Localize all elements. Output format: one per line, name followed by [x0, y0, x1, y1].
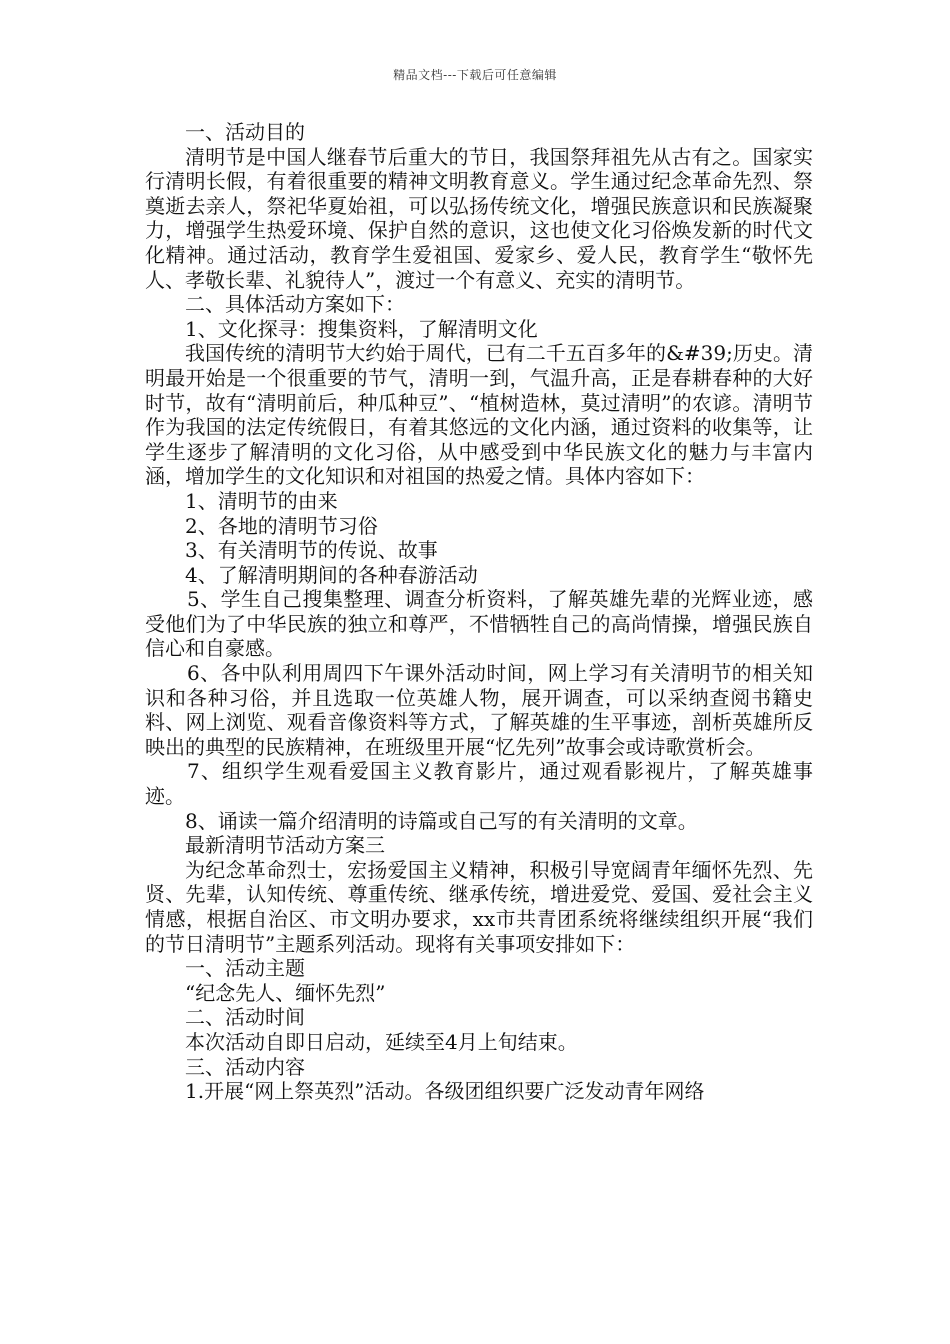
content-item-1: 1.开展“网上祭英烈”活动。各级团组织要广泛发动青年网络 [185, 1079, 705, 1104]
heading-content: 三、活动内容 [185, 1054, 305, 1079]
subheading-culture-explore: 1、文化探寻：搜集资料，了解清明文化 [185, 316, 538, 341]
list-item-8: 8、诵读一篇介绍清明的诗篇或自己写的有关清明的文章。 [185, 808, 698, 833]
paragraph-history: 我国传统的清明节大约始于周代，已有二千五百多年的&#39;历史。清明最开始是一个很重要的节气，清明一到，气温升高，正是春耕春种的大好时节，故有“清明前后，种瓜种豆”、“植树造林，莫过清明”的农谚。清明节作为我国的法定传统假日，有着其悠远的文化内涵，通过资料的收集等，让学生逐步了解清明的文化习俗，从中感受到中华民族文化的魅力与丰富内涵，增加学生的文化知识和对祖国的热爱之情。具体内容如下： [145, 341, 813, 489]
list-item-4: 4、了解清明期间的各种春游活动 [185, 562, 478, 587]
heading-time: 二、活动时间 [185, 1005, 305, 1030]
list-item-5: 5、学生自己搜集整理、调查分析资料，了解英雄先辈的光辉业迹，感受他们为了中华民族的独立和尊严，不惜牺牲自己的高尚情操，增强民族自信心和自豪感。 [145, 587, 813, 661]
list-item-6: 6、各中队利用周四下午课外活动时间，网上学习有关清明节的相关知识和各种习俗，并且选取一位英雄人物，展开调查，可以采纳查阅书籍史料、网上浏览、观看音像资料等方式，了解英雄的生平事迹，剖析英雄所反映出的典型的民族精神，在班级里开展“忆先列”故事会或诗歌赏析会。 [145, 661, 813, 759]
time-text: 本次活动自即日启动，延续至4月上旬结束。 [185, 1029, 578, 1054]
heading-activity-purpose: 一、活动目的 [185, 120, 305, 144]
list-item-2: 2、各地的清明节习俗 [185, 513, 378, 538]
list-item-7: 7、组织学生观看爱国主义教育影片，通过观看影视片，了解英雄事迹。 [145, 759, 813, 809]
theme-text: “纪念先人、缅怀先烈” [185, 980, 386, 1005]
heading-theme: 一、活动主题 [185, 956, 305, 981]
section-title-plan-three: 最新清明节活动方案三 [185, 833, 385, 858]
paragraph-plan-three-intro: 为纪念革命烈士，宏扬爱国主义精神，积极引导宽阔青年缅怀先烈、先贤、先辈，认知传统、尊重传统、继承传统，增进爱党、爱国、爱社会主义情感，根据自治区、市文明办要求，xx市共青团系统将继续组织开展“我们的节日清明节”主题系列活动。现将有关事项安排如下： [145, 857, 813, 956]
list-item-1: 1、清明节的由来 [185, 488, 338, 513]
heading-plan: 二、具体活动方案如下： [185, 292, 405, 317]
paragraph-purpose: 清明节是中国人继春节后重大的节日，我国祭拜祖先从古有之。国家实行清明长假，有着很重要的精神文明教育意义。学生通过纪念革命先烈、祭奠逝去亲人，祭祀华夏始祖，可以弘扬传统文化，增强民族意识和民族凝聚力，增强学生热爱环境、保护自然的意识，这也使文化习俗焕发新的时代文化精神。通过活动，教育学生爱祖国、爱家乡、爱人民，教育学生“敬怀先人、孝敬长辈、礼貌待人”，渡过一个有意义、充实的清明节。 [145, 144, 813, 292]
list-item-3: 3、有关清明节的传说、故事 [185, 538, 438, 563]
page-header: 精品文档---下载后可任意编辑 [393, 68, 557, 82]
document-body [145, 120, 813, 1104]
